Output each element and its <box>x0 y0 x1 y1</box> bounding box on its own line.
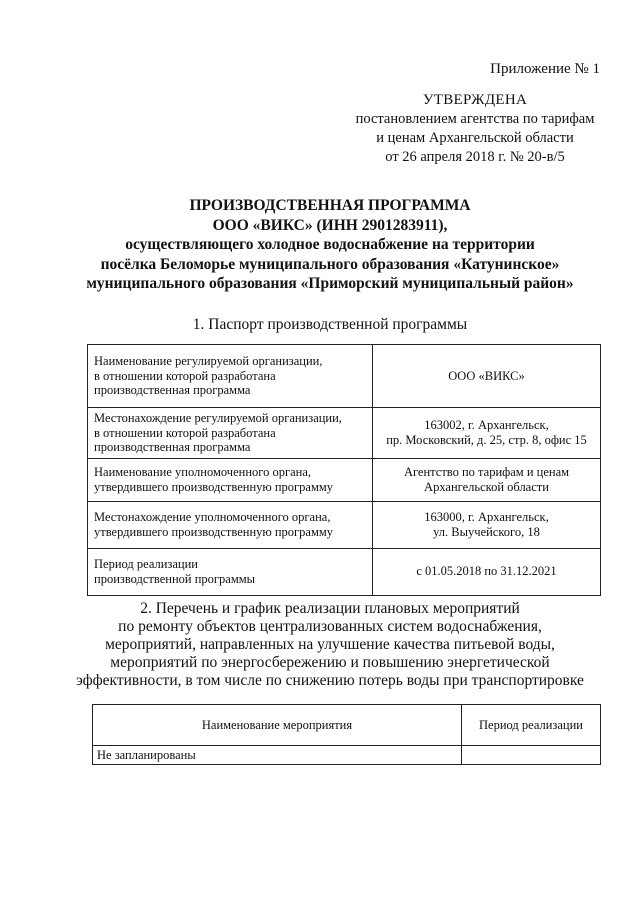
passport-value: с 01.05.2018 по 31.12.2021 <box>373 548 601 595</box>
table-row <box>88 548 601 595</box>
title-line: ООО «ВИКС» (ИНН 2901283911), <box>212 216 448 234</box>
approval-block <box>330 60 620 167</box>
passport-value: ООО «ВИКС» <box>373 345 601 408</box>
approved-label: УТВЕРЖДЕНА <box>422 92 528 108</box>
table-row <box>88 345 601 408</box>
passport-table <box>87 344 601 596</box>
section1-heading: 1. Паспорт производственной программы <box>192 316 468 333</box>
passport-key: Период реализации производственной программы <box>88 548 373 595</box>
title-line: осуществляющего холодное водоснабжение на территории <box>125 236 535 253</box>
approval-line: постановлением агентства по тарифам <box>355 111 595 127</box>
passport-key: Местонахождение уполномоченного органа, утвердившего производственную программу <box>88 501 373 548</box>
passport-value: 163002, г. Архангельск, пр. Московский, д. 25, стр. 8, офис 15 <box>373 408 601 459</box>
passport-value: Агентство по тарифам и ценам Архангельской области <box>373 458 601 501</box>
column-header: Период реализации <box>462 705 601 746</box>
title-line: ПРОИЗВОДСТВЕННАЯ ПРОГРАММА <box>189 197 471 214</box>
table-row <box>88 501 601 548</box>
approval-line: и ценам Архангельской области <box>376 130 574 146</box>
title-line: посёлка Беломорье муниципального образования «Катунинское» <box>100 255 560 273</box>
passport-value: 163000, г. Архангельск, ул. Выучейского, 18 <box>373 501 601 548</box>
title-line: муниципального образования «Приморский муниципальный район» <box>86 275 574 292</box>
document-title <box>40 196 620 294</box>
section2-heading: 2. Перечень и график реализации плановых мероприятий по ремонту объектов централизованных систем водоснабжения, мероприятий, направленных на улучшение качества питьевой воды, мероприятий по энергосбережению и повышению энергетической эффективности, в том числе по снижению потерь воды при транспортировке <box>76 600 584 689</box>
approval-line: от 26 апреля 2018 г. № 20-в/5 <box>385 149 565 165</box>
table-row <box>88 458 601 501</box>
table-row <box>88 408 601 459</box>
events-table <box>92 704 601 765</box>
table-row <box>93 746 601 765</box>
passport-key: Наименование уполномоченного органа, утвердившего производственную программу <box>88 458 373 501</box>
passport-key: Местонахождение регулируемой организации, в отношении которой разработана производственная программа <box>88 408 373 459</box>
passport-key: Наименование регулируемой организации, в отношении которой разработана производственная программа <box>88 345 373 408</box>
table-header-row <box>93 705 601 746</box>
table-cell <box>462 746 601 765</box>
column-header: Наименование мероприятия <box>93 705 462 746</box>
table-cell: Не запланированы <box>93 746 462 765</box>
appendix-number: Приложение № 1 <box>490 61 600 77</box>
